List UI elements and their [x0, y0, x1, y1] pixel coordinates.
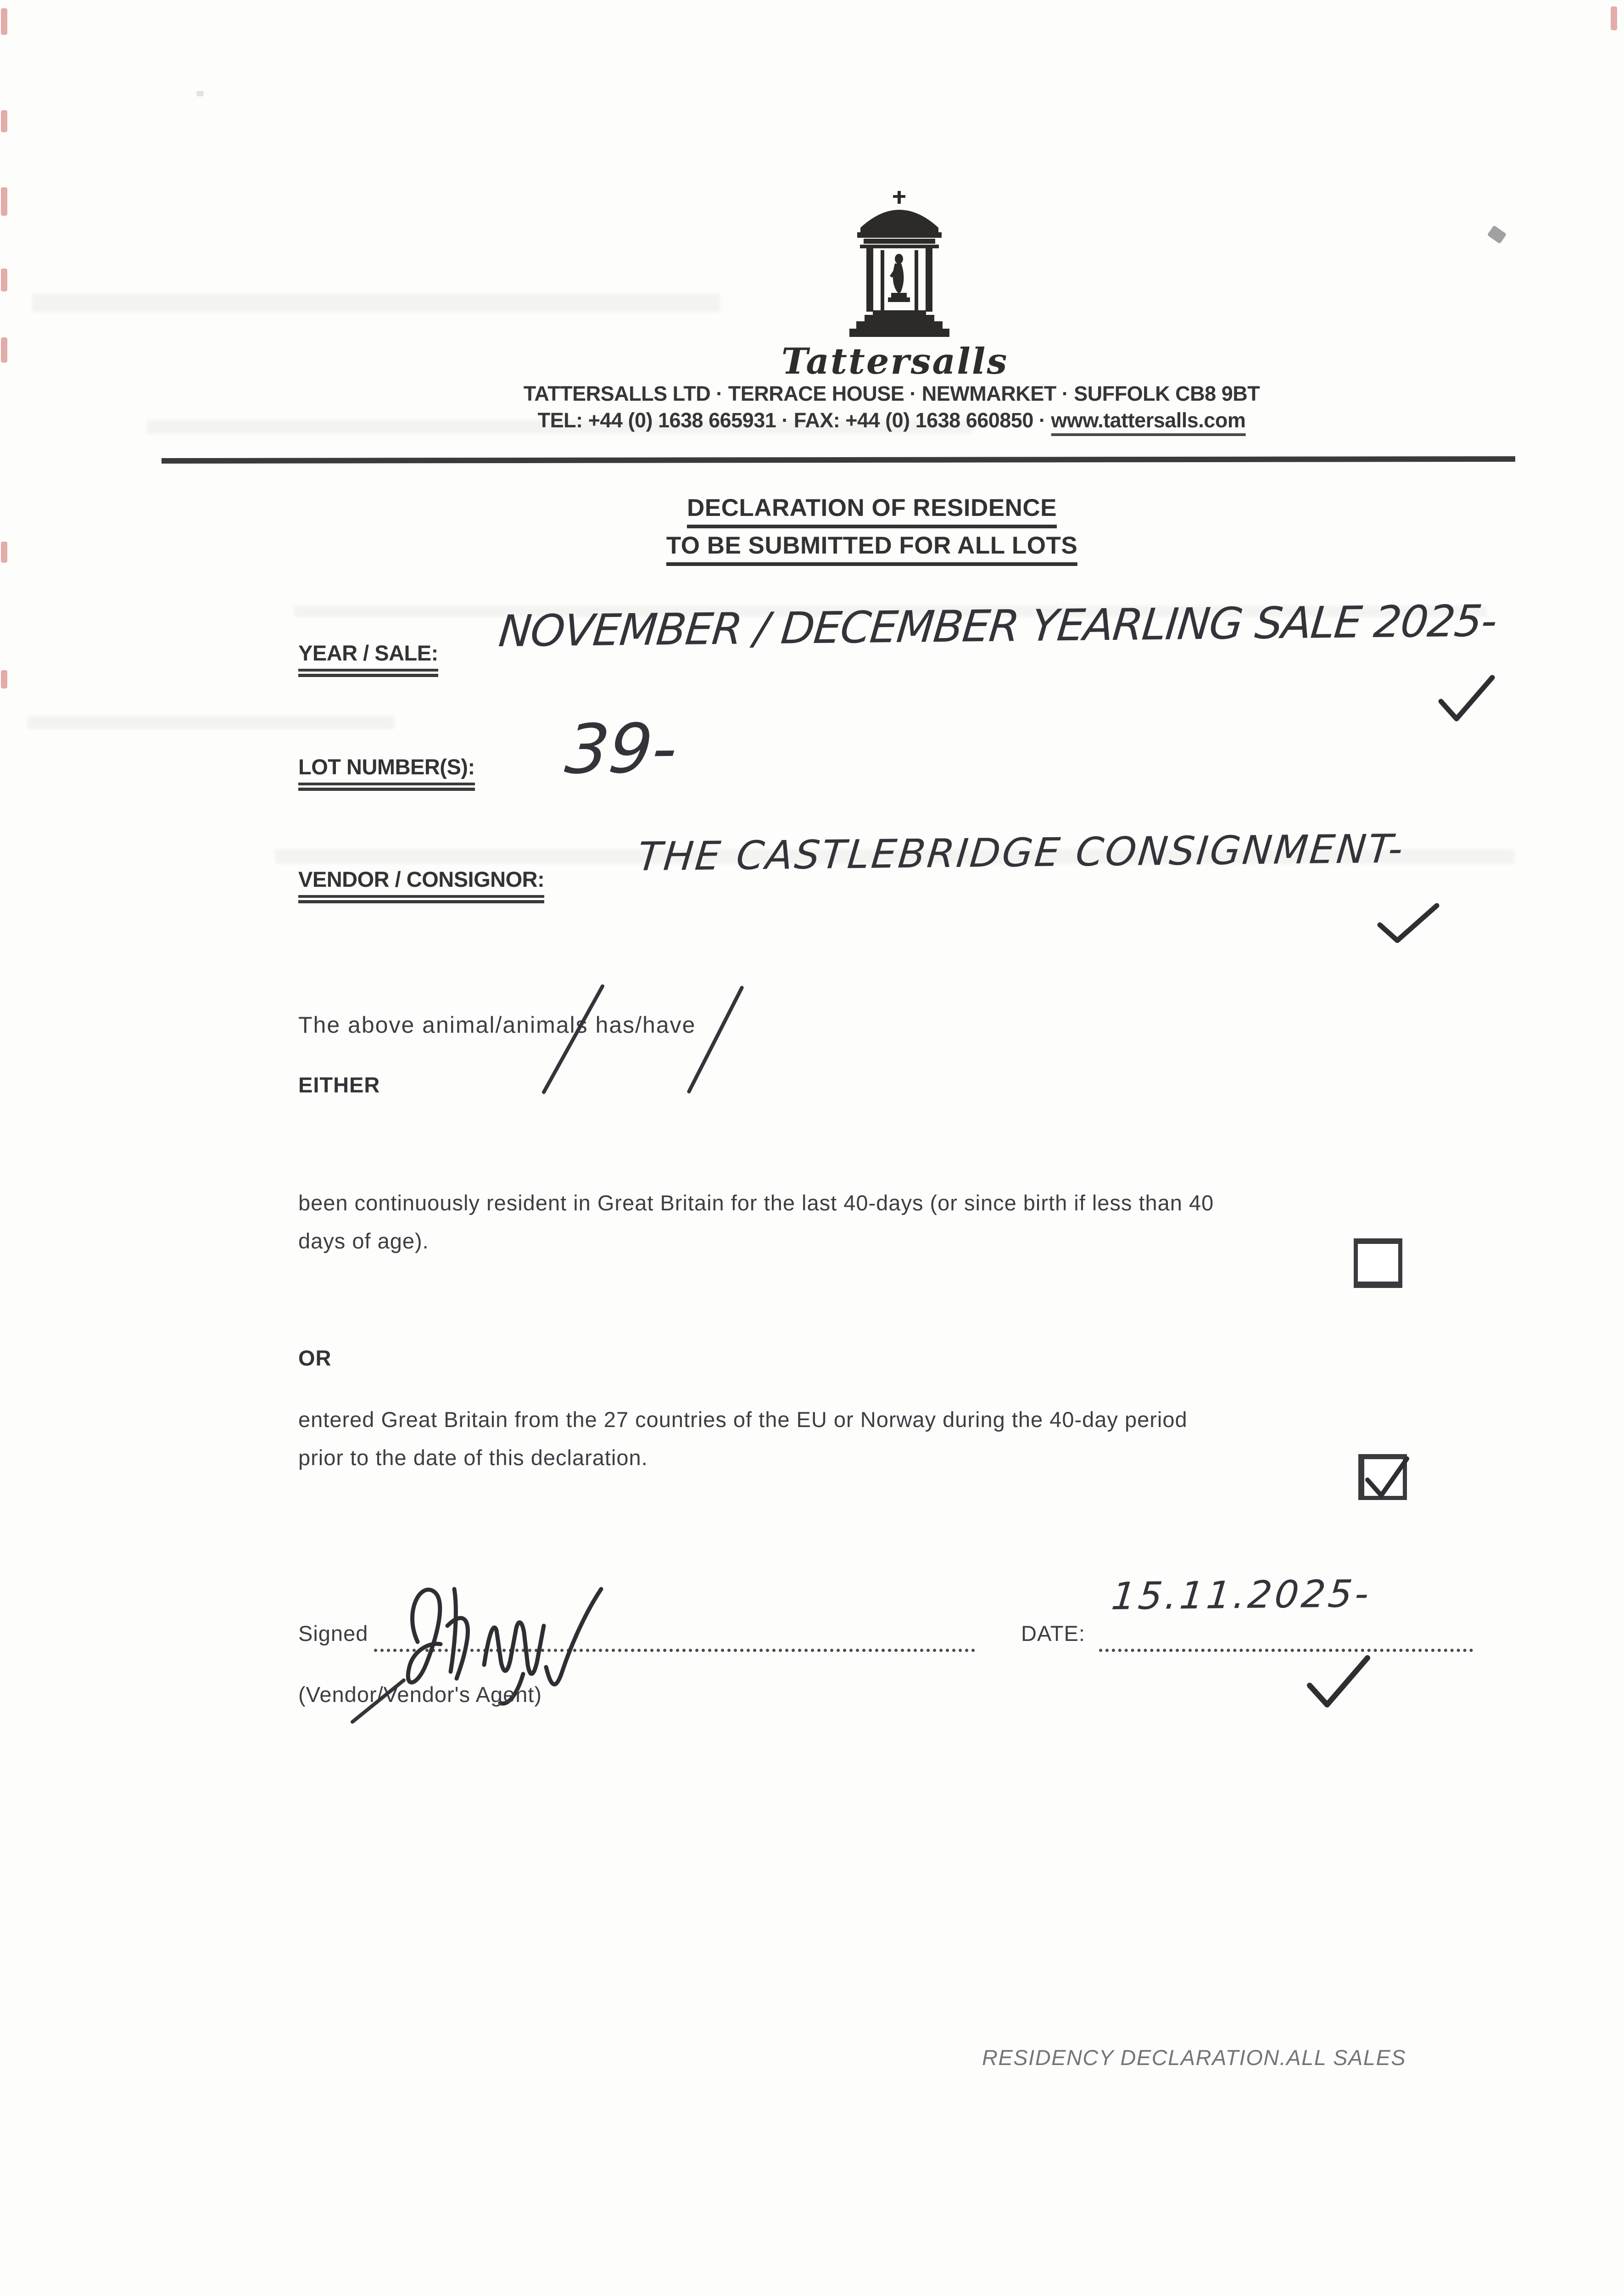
signed-label: Signed — [298, 1621, 368, 1646]
checkmark-icon — [1303, 1653, 1372, 1711]
scan-edge-artifact — [1, 187, 7, 216]
scan-edge-artifact — [1, 337, 7, 363]
vendor-consignor-handwritten-value: THE CASTLEBRIDGE CONSIGNMENT- — [635, 826, 1407, 880]
scan-speck — [196, 91, 204, 96]
resident-checkbox[interactable] — [1354, 1238, 1402, 1288]
checkmark-icon — [1374, 902, 1441, 946]
company-contact-line — [538, 409, 1246, 436]
tel-fax-text: TEL: +44 (0) 1638 665931 · FAX: +44 (0) 1638 660850 · — [537, 409, 1051, 432]
either-label: EITHER — [298, 1073, 380, 1097]
header-divider-rule — [162, 456, 1515, 464]
scan-speck — [1487, 225, 1507, 244]
company-address: TATTERSALLS LTD · TERRACE HOUSE · NEWMARKET · SUFFOLK CB8 9BT — [523, 382, 1260, 405]
intro-sentence: The above animal/animals has/have — [298, 1012, 696, 1038]
checkmark-icon — [1364, 1456, 1410, 1499]
vendor-consignor-label: VENDOR / CONSIGNOR: — [298, 867, 544, 903]
date-line — [1099, 1616, 1473, 1652]
document-title-line2: TO BE SUBMITTED FOR ALL LOTS — [666, 532, 1077, 566]
year-sale-handwritten-value: NOVEMBER / DECEMBER YEARLING SALE 2025- — [497, 596, 1499, 657]
strikethrough-mark-animals — [541, 984, 605, 1095]
scan-edge-artifact — [1, 8, 7, 35]
scan-edge-artifact — [1, 269, 7, 291]
website-link-text: www.tattersalls.com — [1051, 409, 1245, 436]
footer-reference: RESIDENCY DECLARATION.ALL SALES — [982, 2045, 1406, 2070]
tattersalls-monument-logo — [847, 189, 952, 343]
or-label: OR — [298, 1346, 332, 1370]
lot-numbers-label: LOT NUMBER(S): — [298, 754, 475, 791]
scan-smudge — [32, 294, 720, 312]
scan-edge-artifact — [1, 670, 7, 688]
date-label: DATE: — [1021, 1621, 1085, 1646]
scan-edge-artifact — [1, 542, 7, 563]
checkmark-icon — [1436, 674, 1496, 724]
vendor-agent-note: (Vendor/Vendor's Agent) — [298, 1682, 542, 1707]
lot-numbers-handwritten-value: 39- — [562, 709, 681, 789]
strikethrough-mark-have — [686, 985, 744, 1094]
scan-edge-artifact — [1611, 6, 1617, 30]
date-handwritten-value: 15.11.2025- — [1110, 1572, 1373, 1618]
option-resident-text: been continuously resident in Great Britain for the last 40-days (or since birth if less than 40 days of age). — [298, 1191, 1214, 1253]
document-title-line1: DECLARATION OF RESIDENCE — [687, 494, 1057, 528]
option-entered-text: entered Great Britain from the 27 countries of the EU or Norway during the 40-day period prior to the date of this declaration. — [298, 1407, 1188, 1470]
scan-smudge — [28, 716, 395, 729]
brand-name: Tattersalls — [781, 341, 1009, 382]
scan-edge-artifact — [1, 110, 7, 132]
year-sale-label: YEAR / SALE: — [298, 640, 438, 677]
